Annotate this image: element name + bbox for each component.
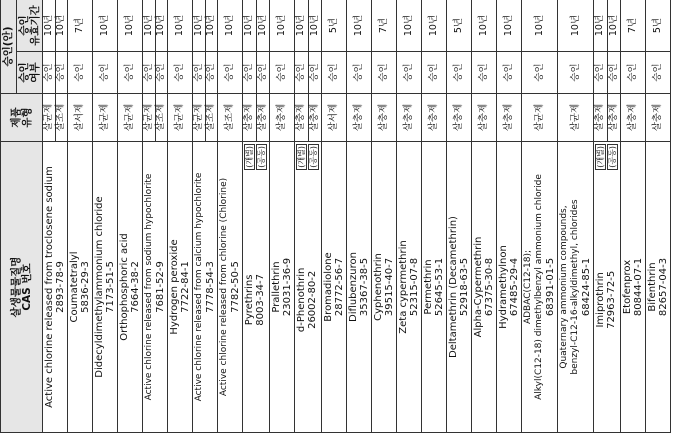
substance-name: Orthophosphoric acid xyxy=(119,233,130,341)
substance-name: Imiprothrin xyxy=(595,272,606,328)
approval-status-cell: 승인 xyxy=(155,52,168,94)
approval-period-cell: 10년 xyxy=(558,0,594,52)
table-row xyxy=(447,0,472,433)
approval-status-cell: 승인 xyxy=(256,52,270,94)
cas-number: 67375-30-8 xyxy=(484,257,495,317)
product-type-cell: 살충제 xyxy=(607,94,621,142)
product-type-cell: 살조제 xyxy=(55,94,68,142)
substance-cell xyxy=(118,142,143,433)
product-type-cell: 살충제 xyxy=(295,94,309,142)
approval-status-cell: 승인 xyxy=(143,52,156,94)
table-row xyxy=(422,0,447,433)
substance-cell xyxy=(270,142,295,433)
substance-cell xyxy=(193,142,218,433)
substance-name: Deltamethrin (Decamethrin) xyxy=(448,216,459,358)
substance-name: Active chlorine released from calcium hypochlorite xyxy=(194,172,204,402)
product-type-cell: 살충제 xyxy=(594,94,608,142)
substance-name: Didecyldimethylammonium chloride xyxy=(94,196,105,378)
approval-period-cell: 10년 xyxy=(155,0,168,52)
cas-number: 7173-51-5 xyxy=(105,261,116,313)
substance-cell xyxy=(43,142,68,433)
substance-cell xyxy=(322,142,347,433)
substance-cell xyxy=(397,142,422,433)
cas-number: 67485-29-4 xyxy=(509,257,520,317)
approval-period-cell: 10년 xyxy=(55,0,68,52)
approval-status-cell: 승인 xyxy=(372,52,397,94)
table-row xyxy=(270,0,295,433)
approval-status-cell: 승인 xyxy=(472,52,497,94)
table-row xyxy=(497,0,522,433)
substance-name: Active chlorine released from troclosene sodium xyxy=(44,166,55,408)
approval-status-cell: 승인 xyxy=(168,52,193,94)
approval-status-cell: 승인 xyxy=(243,52,257,94)
substance-name: Etofenprox xyxy=(622,259,633,315)
cas-number: 7664-38-2 xyxy=(130,261,141,313)
table-row xyxy=(621,0,646,433)
cas-number: 39515-40-7 xyxy=(384,257,395,317)
cas-number: 68424-85-1 xyxy=(581,257,592,317)
approval-period-cell: 10년 xyxy=(607,0,621,52)
approval-status-cell: 승인 xyxy=(43,52,56,94)
approval-period-cell: 10년 xyxy=(295,0,309,52)
approval-period-cell: 7년 xyxy=(621,0,646,52)
registrant-tags xyxy=(244,144,268,170)
approval-status-cell: 승인 xyxy=(422,52,447,94)
approval-status-cell: 승인 xyxy=(347,52,372,94)
cas-number: 5836-29-3 xyxy=(80,261,91,313)
product-type-cell: 살균제 xyxy=(168,94,193,142)
product-type-cell: 살충제 xyxy=(422,94,447,142)
table-row xyxy=(295,0,309,433)
product-type-cell: 살조제 xyxy=(155,94,168,142)
approval-period-cell: 5년 xyxy=(646,0,671,52)
approval-period-cell: 10년 xyxy=(270,0,295,52)
substance-cell xyxy=(347,142,372,433)
product-type-cell: 살충제 xyxy=(308,94,322,142)
approval-status-cell: 승인 xyxy=(68,52,93,94)
cas-number: 68391-01-5 xyxy=(545,257,556,317)
registrant-tags xyxy=(296,144,320,170)
approval-period-cell: 10년 xyxy=(472,0,497,52)
cas-number: 7722-84-1 xyxy=(180,261,191,313)
cas-number: 8003-34-7 xyxy=(255,273,266,326)
substance-cell xyxy=(447,142,472,433)
approval-status-cell: 승인 xyxy=(646,52,671,94)
table-row xyxy=(472,0,497,433)
product-type-cell: 살균제 xyxy=(522,94,558,142)
approval-period-cell: 10년 xyxy=(243,0,257,52)
substance-name: Hydramethylnon xyxy=(498,245,509,329)
table-row xyxy=(646,0,671,433)
substance-name: Cyphenothrin xyxy=(373,253,384,321)
approval-status-cell: 승인 xyxy=(295,52,309,94)
product-type-cell: 살균제 xyxy=(43,94,56,142)
substance-name: Pyrethrins xyxy=(244,274,255,326)
cas-number: 7681-52-9 xyxy=(155,261,166,313)
approval-status-cell: 승인 xyxy=(55,52,68,94)
cas-number: 72963-72-5 xyxy=(606,270,617,329)
cas-number: 26002-80-2 xyxy=(307,270,318,329)
table-row xyxy=(322,0,347,433)
approval-status-cell: 승인 xyxy=(621,52,646,94)
table-row xyxy=(143,0,156,433)
table-row xyxy=(218,0,243,433)
product-type-cell: 살충제 xyxy=(347,94,372,142)
table-row xyxy=(243,0,257,433)
substance-name: Active chlorine released from chlorine (Chlorine) xyxy=(219,177,229,397)
approval-status-cell: 승인 xyxy=(193,52,206,94)
table-row xyxy=(558,0,594,433)
substance-cell xyxy=(621,142,646,433)
cas-number: 2893-78-9 xyxy=(55,261,66,313)
approval-status-cell: 승인 xyxy=(397,52,422,94)
substance-name: Diflubenzuron xyxy=(348,252,359,322)
header-approval-group: 승인(안) xyxy=(1,0,17,94)
cas-number: 52315-07-8 xyxy=(409,257,420,317)
substance-name: Hydrogen peroxide xyxy=(169,239,180,335)
table-row xyxy=(522,0,558,433)
approval-period-cell: 10년 xyxy=(168,0,193,52)
substance-cell xyxy=(218,142,243,433)
product-type-cell: 살충제 xyxy=(472,94,497,142)
substance-name: Bifenthrin xyxy=(647,262,658,312)
substance-name: Zeta cypermethrin xyxy=(398,240,409,334)
table-body xyxy=(43,0,671,433)
cas-number: 7782-50-5 xyxy=(230,261,241,313)
cas-number: 52645-53-1 xyxy=(434,257,445,317)
substance-cell xyxy=(522,142,558,433)
substance-cell xyxy=(497,142,522,433)
table-row xyxy=(43,0,56,433)
header-approval-status: 승인 여부 xyxy=(17,52,43,94)
substance-name: Prallethrin xyxy=(271,261,282,313)
cas-number: 52918-63-5 xyxy=(459,257,470,317)
approval-period-cell: 10년 xyxy=(43,0,56,52)
product-type-cell: 살충제 xyxy=(621,94,646,142)
header-substance: 살생물물질명 CAS 번호 xyxy=(1,142,43,433)
approval-period-cell: 10년 xyxy=(347,0,372,52)
substance-cell xyxy=(422,142,447,433)
substance-cell xyxy=(168,142,193,433)
approval-period-cell: 10년 xyxy=(308,0,322,52)
product-type-cell: 살충제 xyxy=(497,94,522,142)
approval-status-cell: 승인 xyxy=(93,52,118,94)
approval-status-cell: 승인 xyxy=(594,52,608,94)
product-type-cell: 살충제 xyxy=(372,94,397,142)
approval-period-cell: 10년 xyxy=(422,0,447,52)
table-row xyxy=(68,0,93,433)
approval-period-cell: 10년 xyxy=(522,0,558,52)
registrant-tag: (개별) xyxy=(297,146,306,168)
approval-status-cell: 승인 xyxy=(218,52,243,94)
approval-period-cell: 10년 xyxy=(594,0,608,52)
registrant-tag: (공동) xyxy=(309,146,318,168)
substance-cell xyxy=(646,142,671,433)
substance-cell xyxy=(372,142,397,433)
product-type-cell: 살균제 xyxy=(93,94,118,142)
cas-number: 7778-54-3 xyxy=(205,261,216,313)
approval-period-cell: 5년 xyxy=(322,0,347,52)
substance-name: Alpha-Cypermethrin xyxy=(473,236,484,338)
header-product-type: 제품 유형 xyxy=(1,94,43,142)
table-row xyxy=(93,0,118,433)
approval-period-cell: 10년 xyxy=(256,0,270,52)
table-row xyxy=(168,0,193,433)
substance-cell xyxy=(295,142,322,433)
substance-cell xyxy=(93,142,118,433)
substance-name: Coumatetralyl xyxy=(69,251,80,323)
registrant-tag: (공동) xyxy=(608,146,617,168)
product-type-cell: 살균제 xyxy=(143,94,156,142)
cas-number: 82657-04-3 xyxy=(658,257,669,317)
table-row xyxy=(118,0,143,433)
approval-status-cell: 승인 xyxy=(308,52,322,94)
substance-name: ADBAC(C12-18); Alkyl(C12-18) dimethylbenzyl ammonium chloride xyxy=(523,174,544,400)
approval-status-cell: 승인 xyxy=(118,52,143,94)
approval-period-cell: 10년 xyxy=(218,0,243,52)
cas-number: 80844-07-1 xyxy=(633,257,644,317)
product-type-cell: 살서제 xyxy=(322,94,347,142)
approval-period-cell: 7년 xyxy=(68,0,93,52)
substance-cell xyxy=(594,142,621,433)
substance-name: Bromadiolone xyxy=(323,252,334,322)
registrant-tags xyxy=(595,144,619,170)
table-row xyxy=(193,0,206,433)
approval-status-cell: 승인 xyxy=(607,52,621,94)
cas-number: 35367-38-5 xyxy=(359,257,370,317)
substance-cell xyxy=(143,142,168,433)
product-type-cell: 살조제 xyxy=(205,94,218,142)
substance-name: d-Phenothrin xyxy=(296,267,307,333)
approval-period-cell: 5년 xyxy=(447,0,472,52)
approval-status-cell: 승인 xyxy=(497,52,522,94)
header-approval-period: 승인 유효기간 xyxy=(17,0,43,52)
approval-period-cell: 10년 xyxy=(193,0,206,52)
product-type-cell: 살서제 xyxy=(68,94,93,142)
product-type-cell: 살충제 xyxy=(243,94,257,142)
product-type-cell: 살균제 xyxy=(558,94,594,142)
table-header xyxy=(1,0,43,433)
approval-status-cell: 승인 xyxy=(270,52,295,94)
substance-cell xyxy=(558,142,594,433)
product-type-cell: 살충제 xyxy=(256,94,270,142)
approval-period-cell: 10년 xyxy=(118,0,143,52)
registrant-tag: (공동) xyxy=(257,146,266,168)
registrant-tag: (개별) xyxy=(596,146,605,168)
approval-status-cell: 승인 xyxy=(522,52,558,94)
product-type-cell: 살균제 xyxy=(193,94,206,142)
approval-status-cell: 승인 xyxy=(558,52,594,94)
product-type-cell: 살충제 xyxy=(646,94,671,142)
substance-cell xyxy=(68,142,93,433)
product-type-cell: 살충제 xyxy=(447,94,472,142)
table-row xyxy=(397,0,422,433)
registrant-tag: (개별) xyxy=(245,146,254,168)
approval-period-cell: 10년 xyxy=(205,0,218,52)
approval-status-cell: 승인 xyxy=(322,52,347,94)
table-row xyxy=(347,0,372,433)
approval-period-cell: 10년 xyxy=(143,0,156,52)
cas-number: 23031-36-9 xyxy=(282,257,293,317)
substance-cell xyxy=(243,142,270,433)
cas-number: 28772-56-7 xyxy=(334,257,345,317)
substance-name: Quaternary ammonium compounds, benzyl-C12-16-alkyldimethyl, chlorides xyxy=(559,199,580,375)
product-type-cell: 살조제 xyxy=(218,94,243,142)
approval-status-cell: 승인 xyxy=(447,52,472,94)
substance-name: Permethrin xyxy=(423,259,434,315)
table-row xyxy=(372,0,397,433)
approval-period-cell: 10년 xyxy=(93,0,118,52)
approval-status-cell: 승인 xyxy=(205,52,218,94)
approval-period-cell: 7년 xyxy=(372,0,397,52)
table-row xyxy=(594,0,608,433)
substance-cell xyxy=(472,142,497,433)
product-type-cell: 살충제 xyxy=(397,94,422,142)
substance-name: Active chlorine released from sodium hypochlorite xyxy=(144,173,154,401)
product-type-cell: 살균제 xyxy=(118,94,143,142)
product-type-cell: 살충제 xyxy=(270,94,295,142)
approval-period-cell: 10년 xyxy=(497,0,522,52)
approval-period-cell: 10년 xyxy=(397,0,422,52)
